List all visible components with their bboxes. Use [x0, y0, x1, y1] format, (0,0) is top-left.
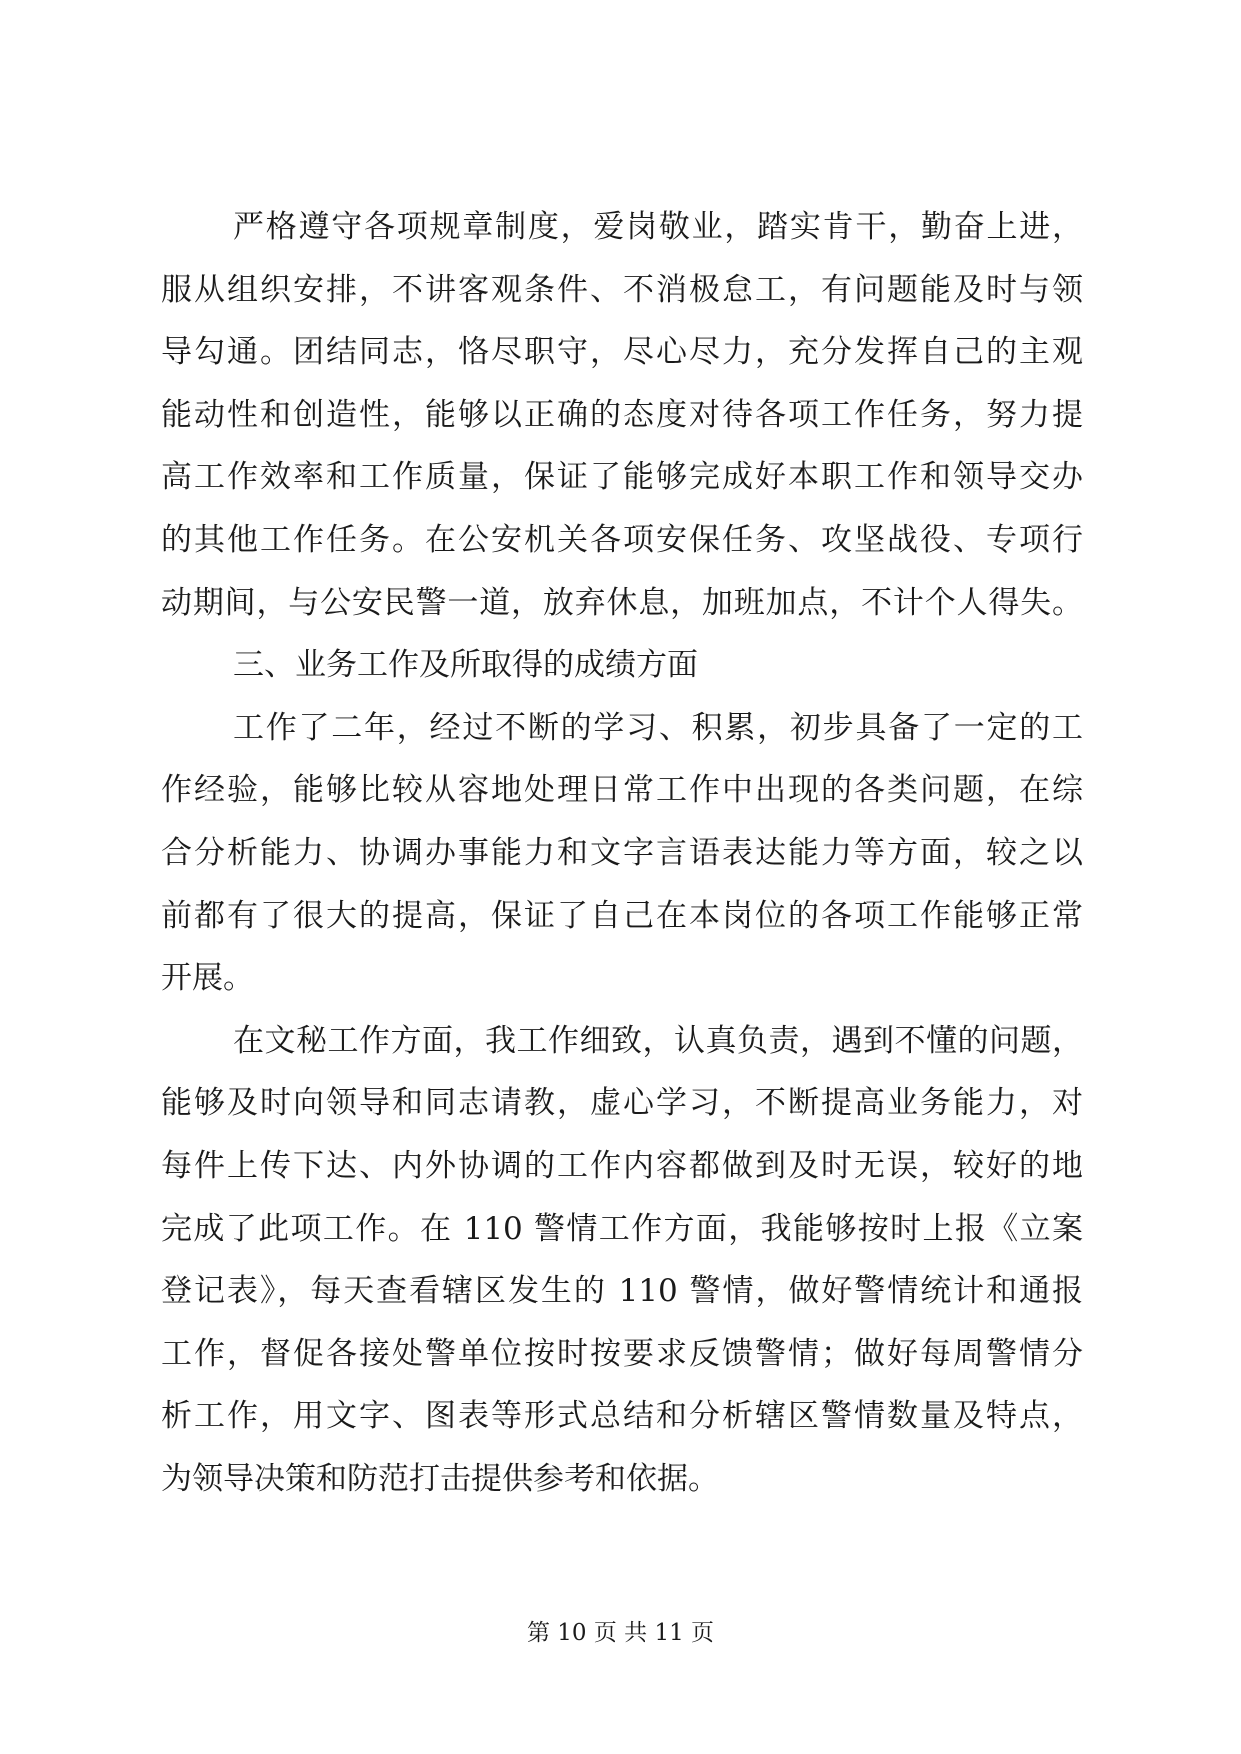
text-line: 每件上传下达、内外协调的工作内容都做到及时无误，较好的地	[161, 1147, 1083, 1184]
text-line: 登记表》，每天查看辖区发生的 110 警情，做好警情统计和通报	[161, 1273, 1083, 1310]
text-line: 动期间，与公安民警一道，放弃休息，加班加点，不计个人得失。	[161, 584, 1083, 621]
page-footer: 第 10 页 共 11 页	[526, 1620, 715, 1646]
text-line: 在文秘工作方面，我工作细致，认真负责，遇到不懂的问题，	[233, 1022, 1083, 1059]
text-line: 合分析能力、协调办事能力和文字言语表达能力等方面，较之以	[161, 834, 1083, 871]
text-line: 工作了二年，经过不断的学习、积累，初步具备了一定的工	[233, 709, 1083, 746]
text-line: 导勾通。团结同志，恪尽职守，尽心尽力，充分发挥自己的主观	[161, 334, 1083, 371]
text-line: 完成了此项工作。在 110 警情工作方面，我能够按时上报《立案	[161, 1210, 1083, 1247]
text-line: 为领导决策和防范打击提供参考和依据。	[161, 1460, 719, 1497]
text-line: 前都有了很大的提高，保证了自己在本岗位的各项工作能够正常	[161, 897, 1083, 934]
text-line: 三、业务工作及所取得的成绩方面	[233, 647, 698, 684]
text-line: 服从组织安排，不讲客观条件、不消极怠工，有问题能及时与领	[161, 271, 1083, 308]
text-line: 高工作效率和工作质量，保证了能够完成好本职工作和领导交办	[161, 459, 1083, 496]
body-text	[161, 196, 1083, 1510]
text-line: 能够及时向领导和同志请教，虚心学习，不断提高业务能力，对	[161, 1085, 1083, 1122]
text-line: 能动性和创造性，能够以正确的态度对待各项工作任务，努力提	[161, 396, 1083, 433]
text-line: 严格遵守各项规章制度，爱岗敬业，踏实肯干，勤奋上进，	[233, 209, 1083, 245]
text-line: 析工作，用文字、图表等形式总结和分析辖区警情数量及特点，	[161, 1398, 1083, 1435]
text-line: 开展。	[161, 960, 254, 997]
text-line: 的其他工作任务。在公安机关各项安保任务、攻坚战役、专项行	[161, 521, 1083, 558]
text-line: 作经验，能够比较从容地处理日常工作中出现的各类问题，在综	[161, 772, 1083, 809]
text-line: 工作，督促各接处警单位按时按要求反馈警情；做好每周警情分	[161, 1335, 1083, 1372]
